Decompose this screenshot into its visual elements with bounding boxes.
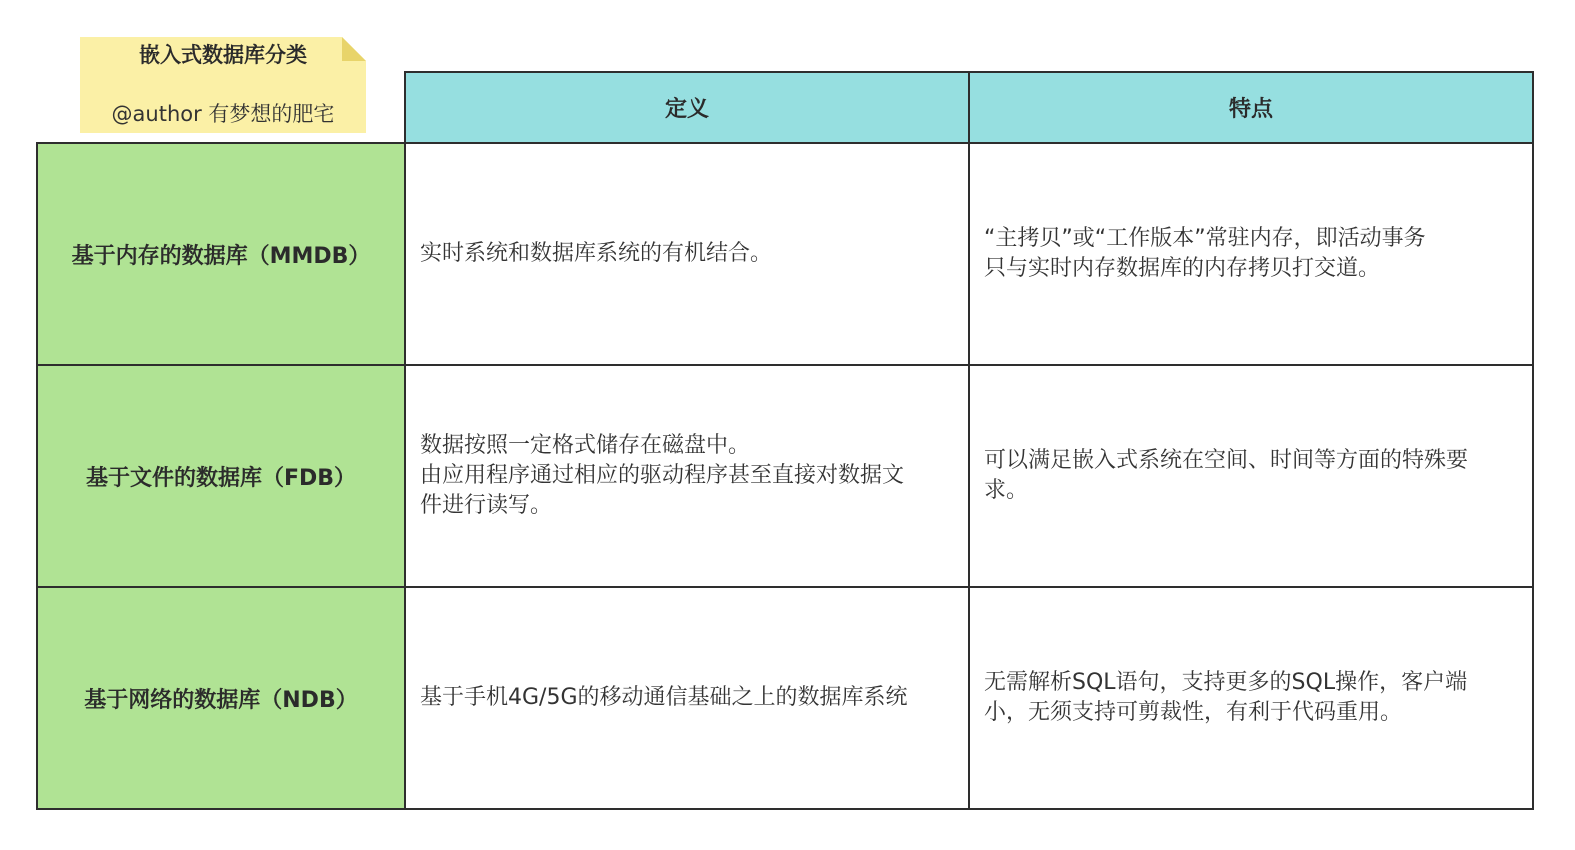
row-head-fdb-label: 基于文件的数据库（FDB） [85, 465, 357, 491]
cell-mmdb-definition-text: 实时系统和数据库系统的有机结合。 [420, 241, 773, 266]
cell-ndb-definition [404, 586, 970, 810]
cell-ndb-feature-text: 无需解析SQL语句，支持更多的SQL操作，客户端 小，无须支持可剪裁性，有利于代码重用。 [984, 670, 1468, 725]
header-definition [404, 71, 970, 144]
row-head-ndb [36, 586, 406, 810]
cell-mmdb-definition [404, 142, 970, 366]
cell-fdb-definition-text: 数据按照一定格式储存在磁盘中。 由应用程序通过相应的驱动程序甚至直接对数据文 件进行读写。 [420, 433, 905, 518]
note-author: @author 有梦想的肥宅 [111, 102, 335, 126]
note-title: 嵌入式数据库分类 [139, 43, 307, 67]
cell-ndb-definition-text: 基于手机4G/5G的移动通信基础之上的数据库系统 [420, 685, 908, 710]
cell-fdb-definition [404, 364, 970, 588]
cell-mmdb-feature-text: “主拷贝”或“工作版本”常驻内存，即活动事务 只与实时内存数据库的内存拷贝打交道。 [984, 226, 1426, 281]
header-definition-label: 定义 [664, 97, 709, 122]
row-head-ndb-label: 基于网络的数据库（NDB） [84, 687, 358, 713]
header-feature [968, 71, 1534, 144]
row-head-mmdb [36, 142, 406, 366]
row-head-fdb [36, 364, 406, 588]
cell-fdb-feature-text: 可以满足嵌入式系统在空间、时间等方面的特殊要 求。 [984, 448, 1469, 503]
cell-mmdb-feature [968, 142, 1534, 366]
header-feature-label: 特点 [1228, 97, 1273, 122]
cell-ndb-feature [968, 586, 1534, 810]
row-head-mmdb-label: 基于内存的数据库（MMDB） [71, 243, 371, 269]
cell-fdb-feature [968, 364, 1534, 588]
